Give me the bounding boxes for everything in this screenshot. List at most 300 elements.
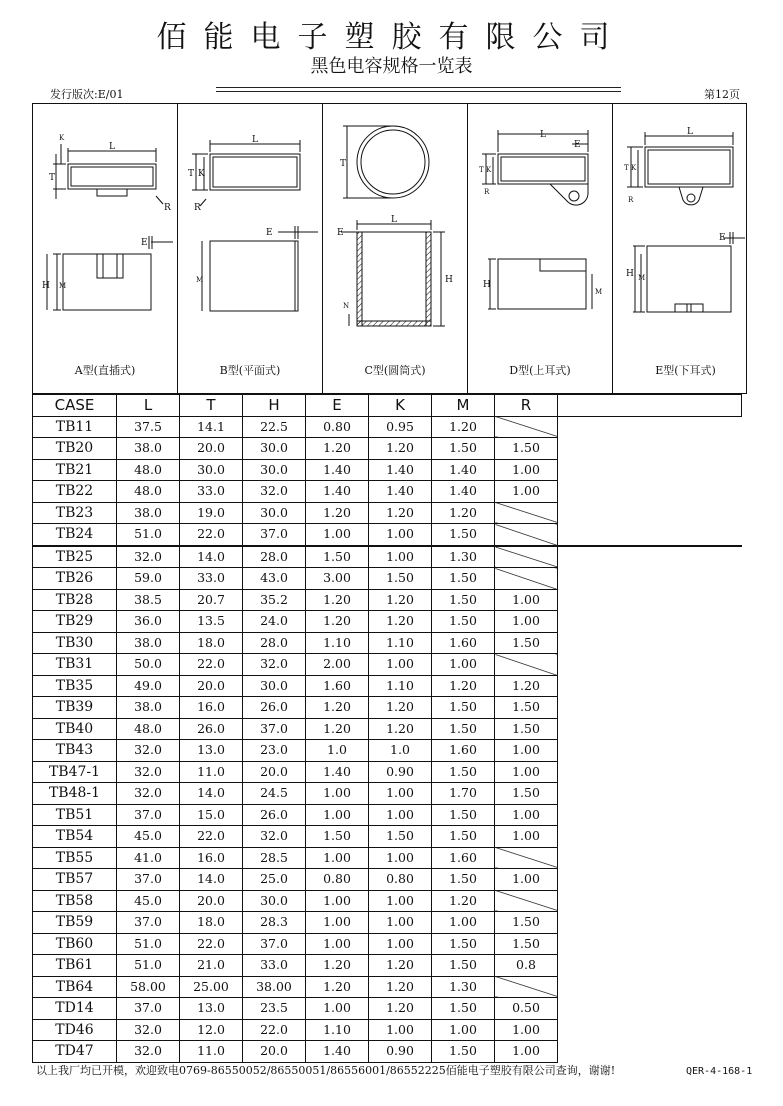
cell-m: 1.70 [432,783,495,805]
cell-k: 1.40 [369,481,432,503]
cell-k: 1.00 [369,804,432,826]
d-label-h: H [483,280,491,290]
table-row [33,998,742,1020]
cell-k: 1.40 [369,459,432,481]
cell-l: 45.0 [117,890,180,912]
blank-area [558,783,742,805]
cell-r: 1.00 [495,611,558,633]
cell-e: 1.0 [306,740,369,762]
cell-h: 23.0 [243,740,306,762]
company-name: 佰能电子塑胶有限公司 [156,20,627,55]
caption-type-d: D型(上耳式) [509,364,571,377]
cell-h: 30.0 [243,459,306,481]
cell-h: 24.0 [243,611,306,633]
cell-e: 1.60 [306,675,369,697]
cell-m: 1.50 [432,869,495,891]
cell-k: 1.20 [369,998,432,1020]
cell-case: TB55 [33,847,117,869]
c-label-l: L [391,215,397,225]
cell-case: TB23 [33,502,117,524]
cell-r [495,502,558,524]
cell-m: 1.20 [432,675,495,697]
a-label-t: T [49,173,56,183]
cell-r [495,524,558,546]
table-row [33,502,742,524]
d-label-t: T [479,166,484,174]
cell-k: 1.50 [369,568,432,590]
table-row [33,976,742,998]
blank-area [558,912,742,934]
a-front-body [63,254,151,310]
cell-case: TB47-1 [33,761,117,783]
table-row [33,890,742,912]
cell-l: 50.0 [117,654,180,676]
cell-case: TB40 [33,718,117,740]
e-label-e: E [719,233,726,243]
cell-r: 1.50 [495,438,558,460]
a-label-k: K [59,134,65,142]
col-header-l: L [117,395,180,417]
diagram-type-b [178,104,323,393]
cell-t: 22.0 [180,826,243,848]
cell-k: 1.00 [369,546,432,568]
e-label-h: H [626,269,634,279]
a-label-m: M [59,282,67,290]
cell-r [495,546,558,568]
col-header-case: CASE [33,395,117,417]
c-label-t: T [340,159,347,169]
c-top-inner [361,130,425,194]
cell-r: 0.8 [495,955,558,977]
d-label-r: R [484,188,490,196]
title-rule-bottom [216,91,621,92]
blank-area [558,718,742,740]
cell-h: 33.0 [243,955,306,977]
cell-l: 38.0 [117,697,180,719]
blank-area [558,459,742,481]
cell-r: 1.00 [495,761,558,783]
a-top-lead [97,189,127,196]
cell-t: 20.7 [180,589,243,611]
b-label-r: R [194,203,201,213]
cell-m: 1.50 [432,826,495,848]
cell-e: 1.20 [306,502,369,524]
cell-h: 32.0 [243,481,306,503]
cell-case: TB64 [33,976,117,998]
cell-m: 1.50 [432,998,495,1020]
cell-t: 15.0 [180,804,243,826]
blank-area [558,568,742,590]
cell-k: 0.90 [369,761,432,783]
cell-t: 13.0 [180,740,243,762]
caption-type-b: B型(平面式) [219,364,281,377]
cell-h: 38.00 [243,976,306,998]
cell-t: 13.0 [180,998,243,1020]
table-row [33,568,742,590]
cell-m: 1.60 [432,847,495,869]
table-row [33,955,742,977]
cell-e: 1.20 [306,589,369,611]
cell-l: 49.0 [117,675,180,697]
cell-l: 51.0 [117,955,180,977]
table-row [33,481,742,503]
cell-h: 20.0 [243,761,306,783]
blank-area [558,481,742,503]
blank-area [558,438,742,460]
cell-h: 28.0 [243,632,306,654]
cell-k: 1.20 [369,502,432,524]
table-row [33,718,742,740]
table-row [33,675,742,697]
table-row [33,740,742,762]
cell-case: TB26 [33,568,117,590]
d-label-e: E [574,140,581,150]
cell-m: 1.50 [432,933,495,955]
e-ear-hole [687,194,695,202]
cell-l: 51.0 [117,524,180,546]
a-label-h: H [42,281,50,291]
cell-e: 1.20 [306,976,369,998]
cell-e: 1.00 [306,524,369,546]
cell-e: 1.00 [306,804,369,826]
spec-table-body [33,416,742,1062]
table-row [33,546,742,568]
table-row [33,459,742,481]
table-row [33,611,742,633]
cell-m: 1.00 [432,912,495,934]
cell-e: 3.00 [306,568,369,590]
blank-area [558,697,742,719]
d-label-l: L [540,130,546,140]
b-label-l: L [252,135,258,145]
table-row [33,869,742,891]
cell-h: 22.5 [243,416,306,438]
cell-l: 37.0 [117,869,180,891]
cell-k: 1.00 [369,933,432,955]
cell-r [495,890,558,912]
cell-t: 25.00 [180,976,243,998]
cell-l: 45.0 [117,826,180,848]
cell-m: 1.30 [432,546,495,568]
blank-area [558,524,742,546]
blank-area [558,869,742,891]
cell-case: TB48-1 [33,783,117,805]
cell-m: 1.50 [432,524,495,546]
cell-case: TB24 [33,524,117,546]
cell-k: 1.00 [369,654,432,676]
cell-h: 26.0 [243,697,306,719]
cell-t: 12.0 [180,1019,243,1041]
footer-note: 以上我厂均已开模，欢迎致电0769-86550052/86550051/86556001/86552225佰能电子塑胶有限公司查询，谢谢! [36,1064,616,1077]
cell-k: 0.80 [369,869,432,891]
blank-area [558,502,742,524]
cell-h: 37.0 [243,718,306,740]
blank-area [558,933,742,955]
cell-e: 1.40 [306,459,369,481]
cell-case: TB54 [33,826,117,848]
cell-r: 1.00 [495,481,558,503]
cell-m: 1.50 [432,438,495,460]
col-header-r: R [495,395,558,417]
cell-case: TD46 [33,1019,117,1041]
blank-area [558,955,742,977]
cell-t: 21.0 [180,955,243,977]
cell-k: 1.20 [369,718,432,740]
cell-r: 1.00 [495,869,558,891]
cell-m: 1.50 [432,611,495,633]
blank-area [558,761,742,783]
c-label-h: H [445,275,453,285]
page-number: 第12页 [704,88,740,101]
cell-e: 1.10 [306,632,369,654]
cell-m: 1.20 [432,890,495,912]
table-row [33,654,742,676]
b-label-e: E [266,228,273,238]
caption-type-a: A型(直插式) [74,364,136,377]
blank-area [558,589,742,611]
cell-l: 58.00 [117,976,180,998]
cell-m: 1.50 [432,1041,495,1063]
cell-case: TB11 [33,416,117,438]
sheet-title: 黑色电容规格一览表 [310,56,473,77]
col-header-k: K [369,395,432,417]
type-diagrams-panel [32,103,747,394]
blank-area [558,395,742,417]
cell-case: TB59 [33,912,117,934]
blank-area [558,1019,742,1041]
cell-k: 1.00 [369,524,432,546]
table-row [33,761,742,783]
cell-case: TB51 [33,804,117,826]
cell-h: 28.0 [243,546,306,568]
col-header-m: M [432,395,495,417]
blank-area [558,740,742,762]
d-label-k: K [486,166,492,174]
col-header-t: T [180,395,243,417]
cell-r: 1.50 [495,783,558,805]
cell-r: 0.50 [495,998,558,1020]
e-label-m: M [638,274,646,282]
cell-case: TB61 [33,955,117,977]
a-label-l: L [109,142,115,152]
cell-e: 1.40 [306,1041,369,1063]
cell-l: 32.0 [117,783,180,805]
cell-e: 1.40 [306,481,369,503]
b-top-body [210,154,300,190]
e-label-t: T [624,164,629,172]
cell-h: 32.0 [243,826,306,848]
e-front-body [647,246,731,312]
cell-k: 1.0 [369,740,432,762]
cell-t: 22.0 [180,524,243,546]
cell-l: 38.0 [117,502,180,524]
blank-area [558,611,742,633]
cell-t: 33.0 [180,481,243,503]
cell-m: 1.50 [432,718,495,740]
table-row [33,1019,742,1041]
cell-m: 1.20 [432,502,495,524]
table-header-row [33,395,742,417]
table-row [33,589,742,611]
cell-t: 11.0 [180,1041,243,1063]
a-front-slot [97,254,123,278]
cell-m: 1.60 [432,632,495,654]
cell-r: 1.00 [495,1041,558,1063]
blank-area [558,632,742,654]
cell-h: 28.5 [243,847,306,869]
cell-case: TB35 [33,675,117,697]
cell-k: 1.00 [369,783,432,805]
cell-e: 1.20 [306,697,369,719]
table-row [33,697,742,719]
a-top-body [68,164,156,189]
table-row [33,847,742,869]
cell-t: 22.0 [180,654,243,676]
cell-e: 1.20 [306,438,369,460]
cell-r: 1.00 [495,459,558,481]
cell-r: 1.50 [495,912,558,934]
cell-m: 1.50 [432,568,495,590]
cell-l: 41.0 [117,847,180,869]
cell-r [495,654,558,676]
cell-l: 32.0 [117,761,180,783]
cell-r [495,976,558,998]
cell-case: TB43 [33,740,117,762]
cell-case: TB28 [33,589,117,611]
cell-e: 1.10 [306,1019,369,1041]
cell-t: 13.5 [180,611,243,633]
c-label-n: N [343,302,350,310]
cell-r [495,416,558,438]
cell-m: 1.20 [432,416,495,438]
cell-m: 1.00 [432,1019,495,1041]
cell-case: TD14 [33,998,117,1020]
cell-k: 1.00 [369,847,432,869]
cell-case: TB57 [33,869,117,891]
cell-h: 30.0 [243,890,306,912]
document-code: QER-4-168-1 [686,1066,753,1077]
cell-m: 1.50 [432,697,495,719]
cell-e: 1.00 [306,933,369,955]
cell-t: 14.0 [180,546,243,568]
cell-r: 1.50 [495,632,558,654]
cell-e: 1.00 [306,783,369,805]
cell-t: 26.0 [180,718,243,740]
cell-t: 20.0 [180,890,243,912]
cell-l: 37.5 [117,416,180,438]
table-row [33,524,742,546]
cell-e: 1.00 [306,998,369,1020]
cell-r: 1.00 [495,804,558,826]
d-ear-hole [569,191,579,201]
blank-area [558,546,742,568]
blank-area [558,890,742,912]
table-row [33,912,742,934]
cell-l: 32.0 [117,1019,180,1041]
e-label-r: R [628,196,634,204]
blank-area [558,998,742,1020]
cell-h: 22.0 [243,1019,306,1041]
cell-k: 1.50 [369,826,432,848]
b-label-m: M [196,276,204,284]
blank-area [558,804,742,826]
cell-l: 48.0 [117,481,180,503]
cell-t: 18.0 [180,632,243,654]
b-label-k: K [198,169,205,179]
cell-m: 1.50 [432,955,495,977]
cell-l: 36.0 [117,611,180,633]
b-label-t: T [188,169,195,179]
cell-m: 1.50 [432,589,495,611]
cell-case: TB22 [33,481,117,503]
a-top-inner [71,167,153,186]
cell-l: 38.0 [117,438,180,460]
cell-r [495,847,558,869]
cell-l: 37.0 [117,804,180,826]
cell-h: 32.0 [243,654,306,676]
col-header-h: H [243,395,306,417]
cell-h: 20.0 [243,1041,306,1063]
cell-case: TB25 [33,546,117,568]
cell-e: 0.80 [306,416,369,438]
cell-t: 18.0 [180,912,243,934]
cell-t: 20.0 [180,675,243,697]
cell-t: 30.0 [180,459,243,481]
cell-k: 1.20 [369,976,432,998]
cell-case: TB58 [33,890,117,912]
cell-e: 1.20 [306,955,369,977]
cell-e: 1.20 [306,718,369,740]
table-row [33,1041,742,1063]
table-row [33,933,742,955]
issue-version: 发行版次:E/01 [50,88,124,101]
cell-t: 22.0 [180,933,243,955]
cell-t: 20.0 [180,438,243,460]
cell-t: 11.0 [180,761,243,783]
e-label-l: L [687,127,693,137]
cell-h: 37.0 [243,933,306,955]
cell-t: 16.0 [180,697,243,719]
c-label-e: E [337,228,344,238]
cell-e: 0.80 [306,869,369,891]
cell-m: 1.40 [432,459,495,481]
diagram-type-d [468,104,613,393]
cell-t: 14.0 [180,869,243,891]
table-row [33,416,742,438]
table-row [33,826,742,848]
cell-h: 30.0 [243,675,306,697]
b-front-body [210,241,298,311]
cell-m: 1.40 [432,481,495,503]
cell-l: 38.5 [117,589,180,611]
cell-k: 1.00 [369,1019,432,1041]
cell-h: 26.0 [243,804,306,826]
cell-l: 59.0 [117,568,180,590]
cell-l: 51.0 [117,933,180,955]
cell-case: TB29 [33,611,117,633]
cell-h: 35.2 [243,589,306,611]
cell-r: 1.50 [495,718,558,740]
c-top-outer [357,126,429,198]
cell-e: 1.00 [306,890,369,912]
cell-r: 1.00 [495,740,558,762]
cell-case: TB30 [33,632,117,654]
cell-case: TD47 [33,1041,117,1063]
cell-k: 1.20 [369,955,432,977]
table-row [33,632,742,654]
cell-e: 1.00 [306,912,369,934]
cell-m: 1.50 [432,761,495,783]
